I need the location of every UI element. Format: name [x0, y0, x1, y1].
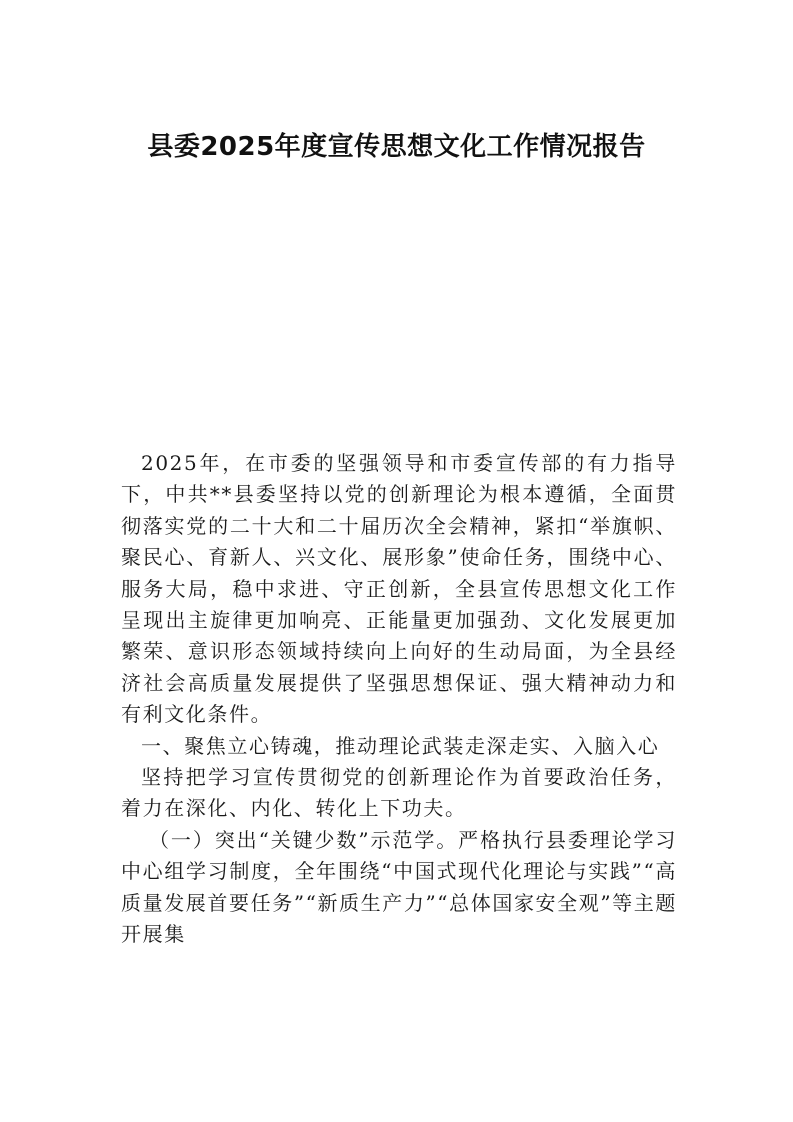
- section-heading: 一、聚焦立心铸魂，推动理论武装走深走实、入脑入心: [141, 733, 660, 758]
- intro-paragraph: 2025年，在市委的坚强领导和市委宣传部的有力指导下，中共**县委坚持以党的创新理论为根本遵循，全面贯彻落实党的二十大和二十届历次全会精神，紧扣“举旗帜、聚民心、育新人、兴文化、展形象”使命任务，围绕中心、服务大局，稳中求进、守正创新，全县宣传思想文化工作呈现出主旋律更加响亮、正能量更加强劲、文化发展更加繁荣、意识形态领域持续向上向好的生动局面，为全县经济社会高质量发展提供了坚强思想保证、强大精神动力和有利文化条件。: [121, 451, 677, 727]
- section-paragraph: 坚持把学习宣传贯彻党的创新理论作为首要政治任务，着力在深化、内化、转化上下功夫。: [121, 765, 677, 821]
- document-body: [121, 448, 677, 951]
- document-title: 县委2025年度宣传思想文化工作情况报告: [147, 132, 646, 162]
- subsection-paragraph: （一）突出“关键少数”示范学。严格执行县委理论学习中心组学习制度，全年围绕“中国式现代化理论与实践”“高质量发展首要任务”“新质生产力”“总体国家安全观”等主题开展集: [121, 827, 677, 947]
